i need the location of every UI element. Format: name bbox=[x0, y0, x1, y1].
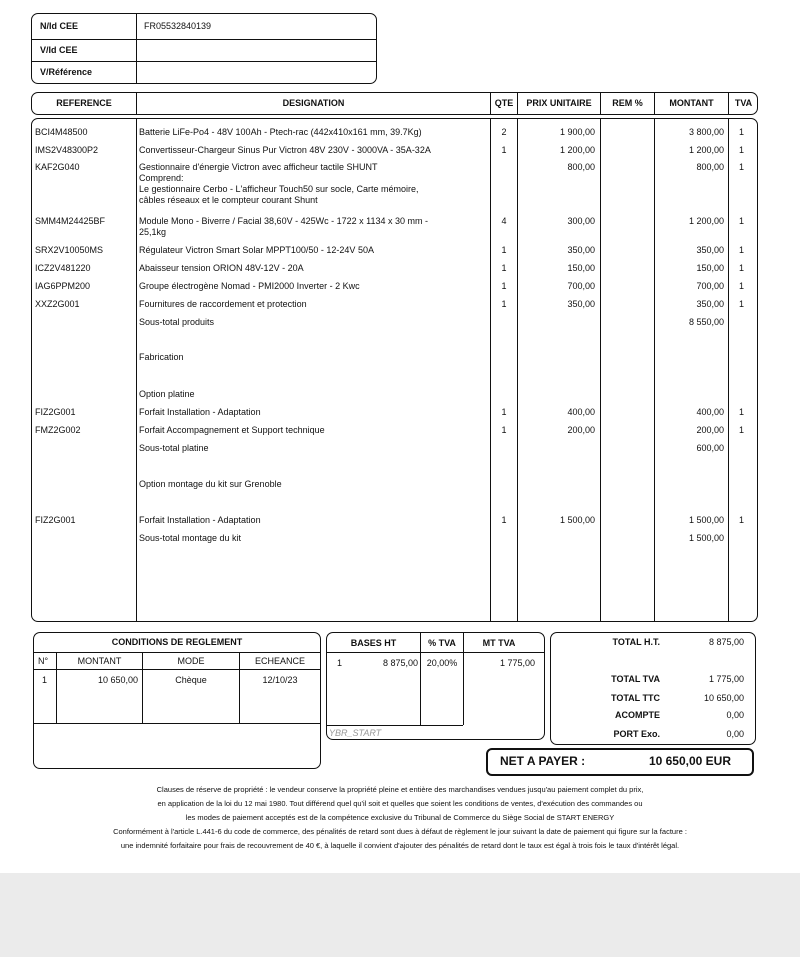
row-designation-line: Gestionnaire d'énergie Victron avec afficheur tactile SHUNT bbox=[139, 162, 378, 172]
col-header-montant: MONTANT bbox=[669, 98, 714, 108]
row-designation-line: câbles réseaux et le compteur courant Shunt bbox=[139, 195, 318, 205]
row-designation-line: 25,1kg bbox=[139, 227, 167, 237]
row-reference: KAF2G040 bbox=[35, 162, 80, 172]
col-header-qte: QTE bbox=[494, 98, 514, 108]
row-designation-line: Comprend: bbox=[139, 173, 184, 183]
row-unit-price: 200,00 bbox=[567, 425, 595, 435]
vat-col-mt-tva: MT TVA bbox=[482, 638, 516, 648]
total-value: 10 650,00 bbox=[703, 693, 744, 703]
net-to-pay-label: NET A PAYER : bbox=[500, 754, 586, 768]
header-value-id-cee: FR05532840139 bbox=[144, 21, 212, 31]
vat-row-base: 8 875,00 bbox=[382, 658, 418, 668]
row-designation-line: Sous-total montage du kit bbox=[139, 533, 242, 543]
row-designation-line: Option platine bbox=[139, 389, 195, 399]
row-reference: FIZ2G001 bbox=[35, 407, 76, 417]
row-designation-line: Forfait Installation - Adaptation bbox=[139, 515, 261, 525]
payment-row-n: 1 bbox=[42, 675, 48, 685]
row-unit-price: 350,00 bbox=[567, 299, 595, 309]
row-reference: IAG6PPM200 bbox=[35, 281, 91, 291]
row-amount: 1 500,00 bbox=[688, 515, 724, 525]
row-designation-line: Option montage du kit sur Grenoble bbox=[139, 479, 282, 489]
total-label: TOTAL TTC bbox=[611, 693, 660, 703]
footer-line-2: en application de la loi du 12 mai 1980. Tout différend quel qu'il soit et quelles que soient les conditions de ventes, d'exécution des commandes ou bbox=[157, 799, 643, 808]
row-qte: 1 bbox=[501, 145, 507, 155]
row-tva: 1 bbox=[738, 145, 744, 155]
vat-row-mt: 1 775,00 bbox=[499, 658, 535, 668]
row-tva: 1 bbox=[738, 515, 744, 525]
row-tva: 1 bbox=[738, 407, 744, 417]
row-designation-line: Fabrication bbox=[139, 352, 184, 362]
total-value: 8 875,00 bbox=[708, 637, 744, 647]
row-amount: 200,00 bbox=[696, 425, 724, 435]
row-tva: 1 bbox=[738, 127, 744, 137]
vat-col-bases-ht: BASES HT bbox=[350, 638, 397, 648]
row-reference: IMS2V48300P2 bbox=[35, 145, 99, 155]
row-tva: 1 bbox=[738, 245, 744, 255]
payment-col-mode: MODE bbox=[177, 656, 205, 666]
row-qte: 1 bbox=[501, 299, 507, 309]
vat-row-code: 1 bbox=[337, 658, 343, 668]
vat-watermark: YBR_START bbox=[329, 728, 382, 738]
header-label-v-reference: V/Référence bbox=[40, 67, 93, 77]
row-tva: 1 bbox=[738, 425, 744, 435]
row-amount: 3 800,00 bbox=[688, 127, 724, 137]
row-designation-line: Abaisseur tension ORION 48V-12V - 20A bbox=[139, 263, 304, 273]
row-reference: XXZ2G001 bbox=[35, 299, 80, 309]
footer-line-1: Clauses de réserve de propriété : le vendeur conserve la propriété pleine et entière des marchandises vendues jusqu'au paiement complet du prix, bbox=[156, 785, 644, 794]
row-amount: 1 200,00 bbox=[688, 216, 724, 226]
row-amount: 600,00 bbox=[696, 443, 724, 453]
row-unit-price: 1 200,00 bbox=[559, 145, 595, 155]
total-label: PORT Exo. bbox=[613, 729, 660, 739]
payment-col-montant: MONTANT bbox=[77, 656, 122, 666]
row-designation-line: Forfait Installation - Adaptation bbox=[139, 407, 261, 417]
row-tva: 1 bbox=[738, 263, 744, 273]
total-value: 1 775,00 bbox=[708, 674, 744, 684]
total-label: ACOMPTE bbox=[615, 710, 660, 720]
col-header-rem: REM % bbox=[612, 98, 643, 108]
footer-line-3: les modes de paiement acceptés est de la compétence exclusive du Tribunal de Commerce du Siège Social de START ENERGY bbox=[185, 813, 615, 822]
col-header-reference: REFERENCE bbox=[56, 98, 112, 108]
row-amount: 8 550,00 bbox=[688, 317, 724, 327]
row-tva: 1 bbox=[738, 299, 744, 309]
row-amount: 800,00 bbox=[696, 162, 724, 172]
row-unit-price: 1 500,00 bbox=[559, 515, 595, 525]
row-amount: 350,00 bbox=[696, 299, 724, 309]
row-tva: 1 bbox=[738, 281, 744, 291]
row-qte: 1 bbox=[501, 515, 507, 525]
row-unit-price: 300,00 bbox=[567, 216, 595, 226]
row-amount: 350,00 bbox=[696, 245, 724, 255]
row-amount: 700,00 bbox=[696, 281, 724, 291]
footer-line-4: Conformément à l'article L.441-6 du code de commerce, des pénalités de retard sont dues à défaut de règlement le jour suivant la date de paiement qui figure sur la facture : bbox=[113, 827, 687, 836]
row-unit-price: 350,00 bbox=[567, 245, 595, 255]
col-header-tva: TVA bbox=[734, 98, 753, 108]
row-designation-line: Le gestionnaire Cerbo - L'afficheur Touch50 sur socle, Carte mémoire, bbox=[139, 184, 419, 194]
row-unit-price: 150,00 bbox=[567, 263, 595, 273]
col-header-designation: DESIGNATION bbox=[282, 98, 345, 108]
vat-row-taux: 20,00% bbox=[426, 658, 458, 668]
footer-line-5: une indemnité forfaitaire pour frais de recouvrement de 40 €, à laquelle il convient d'ajouter des pénalités de retard dont le taux est égal à trois fois le taux d'intérêt légal. bbox=[120, 841, 680, 850]
row-unit-price: 700,00 bbox=[567, 281, 595, 291]
row-amount: 150,00 bbox=[696, 263, 724, 273]
row-tva: 1 bbox=[738, 162, 744, 172]
row-unit-price: 1 900,00 bbox=[559, 127, 595, 137]
row-designation-line: Batterie LiFe-Po4 - 48V 100Ah - Ptech-rac (442x410x161 mm, 39.7Kg) bbox=[139, 127, 422, 137]
row-reference: FMZ2G002 bbox=[35, 425, 81, 435]
row-designation-line: Régulateur Victron Smart Solar MPPT100/50 - 12-24V 50A bbox=[139, 245, 374, 255]
row-qte: 1 bbox=[501, 407, 507, 417]
row-designation-line: Sous-total produits bbox=[139, 317, 215, 327]
row-amount: 1 200,00 bbox=[688, 145, 724, 155]
row-reference: SRX2V10050MS bbox=[35, 245, 104, 255]
row-reference: ICZ2V481220 bbox=[35, 263, 91, 273]
header-label-id-cee: N/Id CEE bbox=[40, 21, 79, 31]
total-label: TOTAL TVA bbox=[611, 674, 660, 684]
row-qte: 4 bbox=[501, 216, 507, 226]
total-value: 0,00 bbox=[726, 710, 744, 720]
row-designation-line: Fournitures de raccordement et protection bbox=[139, 299, 307, 309]
row-unit-price: 400,00 bbox=[567, 407, 595, 417]
payment-row-montant: 10 650,00 bbox=[97, 675, 138, 685]
payment-row-echeance: 12/10/23 bbox=[262, 675, 298, 685]
row-qte: 1 bbox=[501, 425, 507, 435]
payment-conditions-title: CONDITIONS DE REGLEMENT bbox=[111, 637, 243, 647]
row-qte: 1 bbox=[501, 263, 507, 273]
row-reference: FIZ2G001 bbox=[35, 515, 76, 525]
row-designation-line: Forfait Accompagnement et Support technique bbox=[139, 425, 325, 435]
header-label-v-id-cee: V/Id CEE bbox=[40, 45, 78, 55]
payment-row-mode: Chèque bbox=[175, 675, 207, 685]
row-designation-line: Convertisseur-Chargeur Sinus Pur Victron 48V 230V - 3000VA - 35A-32A bbox=[139, 145, 431, 155]
net-to-pay-value: 10 650,00 EUR bbox=[648, 754, 731, 768]
row-qte: 2 bbox=[501, 127, 507, 137]
row-amount: 1 500,00 bbox=[688, 533, 724, 543]
vat-col-taux: % TVA bbox=[428, 638, 456, 648]
total-label: TOTAL H.T. bbox=[612, 637, 660, 647]
row-tva: 1 bbox=[738, 216, 744, 226]
row-unit-price: 800,00 bbox=[567, 162, 595, 172]
row-designation-line: Groupe électrogène Nomad - PMI2000 Inverter - 2 Kwc bbox=[139, 281, 360, 291]
payment-col-n: N° bbox=[38, 656, 49, 666]
total-value: 0,00 bbox=[726, 729, 744, 739]
col-header-prix-unitaire: PRIX UNITAIRE bbox=[526, 98, 592, 108]
payment-col-echeance: ECHEANCE bbox=[254, 656, 305, 666]
row-designation-line: Sous-total platine bbox=[139, 443, 209, 453]
row-amount: 400,00 bbox=[696, 407, 724, 417]
row-reference: BCI4M48500 bbox=[35, 127, 88, 137]
row-reference: SMM4M24425BF bbox=[35, 216, 106, 226]
row-qte: 1 bbox=[501, 245, 507, 255]
row-qte: 1 bbox=[501, 281, 507, 291]
row-designation-line: Module Mono - Biverre / Facial 38,60V - 425Wc - 1722 x 1134 x 30 mm - bbox=[139, 216, 428, 226]
